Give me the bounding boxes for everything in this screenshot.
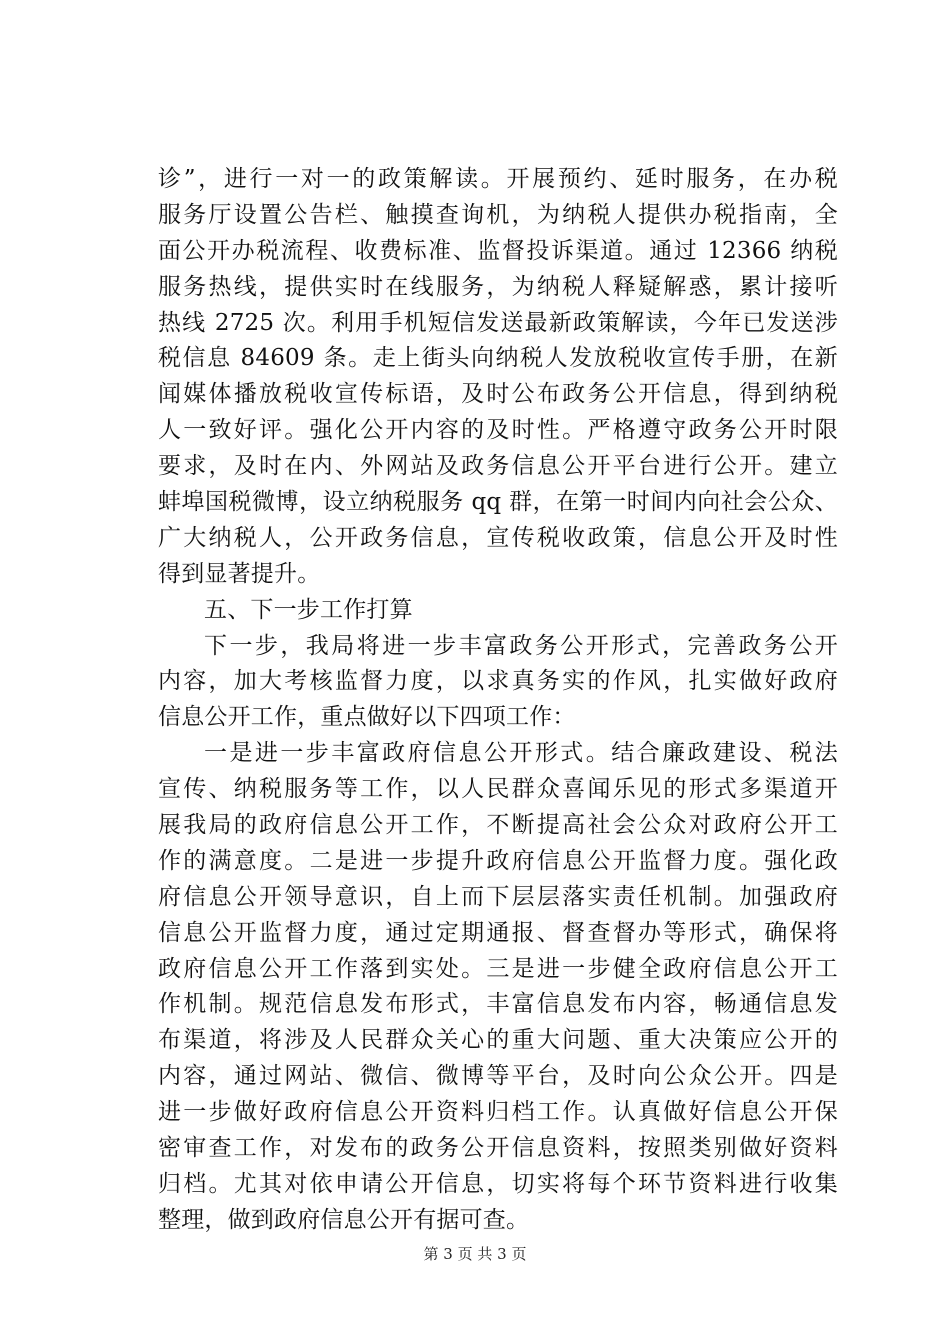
- text-line: 服务厅设置公告栏、触摸查询机，为纳税人提供办税指南，全: [158, 201, 838, 228]
- text-line: 府信息公开领导意识，自上而下层层落实责任机制。加强政府: [158, 883, 838, 910]
- text-line: 蚌埠国税微博，设立纳税服务 qq 群，在第一时间内向社会公众、: [158, 489, 838, 516]
- text-line: 下一步，我局将进一步丰富政务公开形式，完善政务公开: [204, 632, 838, 659]
- text-line: 作的满意度。二是进一步提升政府信息公开监督力度。强化政: [158, 847, 838, 874]
- text-line: 布渠道，将涉及人民群众关心的重大问题、重大决策应公开的: [158, 1027, 838, 1054]
- text-line: 一是进一步丰富政府信息公开形式。结合廉政建设、税法: [204, 740, 838, 767]
- text-line: 进一步做好政府信息公开资料归档工作。认真做好信息公开保: [158, 1099, 838, 1126]
- text-line: 信息公开工作，重点做好以下四项工作：: [158, 704, 576, 731]
- page-number-footer: 第 3 页 共 3 页: [423, 1245, 527, 1263]
- text-line: 税信息 84609 条。走上街头向纳税人发放税收宣传手册，在新: [158, 345, 838, 372]
- section-heading: 五、下一步工作打算: [204, 596, 413, 623]
- text-line: 面公开办税流程、收费标准、监督投诉渠道。通过 12366 纳税: [158, 237, 838, 264]
- text-line: 密审查工作，对发布的政务公开信息资料，按照类别做好资料: [158, 1135, 838, 1162]
- text-line: 作机制。规范信息发布形式，丰富信息发布内容，畅通信息发: [158, 991, 838, 1018]
- text-line: 内容，通过网站、微信、微博等平台，及时向公众公开。四是: [158, 1063, 838, 1090]
- body-text: [158, 162, 838, 1239]
- text-line: 内容，加大考核监督力度，以求真务实的作风，扎实做好政府: [158, 668, 838, 695]
- text-line: 服务热线，提供实时在线服务，为纳税人释疑解惑，累计接听: [158, 273, 838, 300]
- text-line: 整理，做到政府信息公开有据可查。: [158, 1206, 530, 1233]
- text-line: 归档。尤其对依申请公开信息，切实将每个环节资料进行收集: [158, 1170, 838, 1197]
- text-line: 热线 2725 次。利用手机短信发送最新政策解读，今年已发送涉: [158, 309, 838, 336]
- text-line: 闻媒体播放税收宣传标语，及时公布政务公开信息，得到纳税: [158, 381, 838, 408]
- text-line: 得到显著提升。: [158, 560, 321, 587]
- text-line: 信息公开监督力度，通过定期通报、督查督办等形式，确保将: [158, 919, 838, 946]
- text-line: 展我局的政府信息公开工作，不断提高社会公众对政府公开工: [158, 812, 838, 839]
- text-line: 广大纳税人，公开政务信息，宣传税收政策，信息公开及时性: [158, 524, 838, 551]
- text-line: 要求，及时在内、外网站及政务信息公开平台进行公开。建立: [158, 453, 838, 480]
- text-line: 诊”，进行一对一的政策解读。开展预约、延时服务，在办税: [158, 166, 838, 192]
- text-line: 政府信息公开工作落到实处。三是进一步健全政府信息公开工: [158, 955, 838, 982]
- text-line: 人一致好评。强化公开内容的及时性。严格遵守政务公开时限: [158, 417, 838, 444]
- text-line: 宣传、纳税服务等工作，以人民群众喜闻乐见的形式多渠道开: [158, 776, 838, 803]
